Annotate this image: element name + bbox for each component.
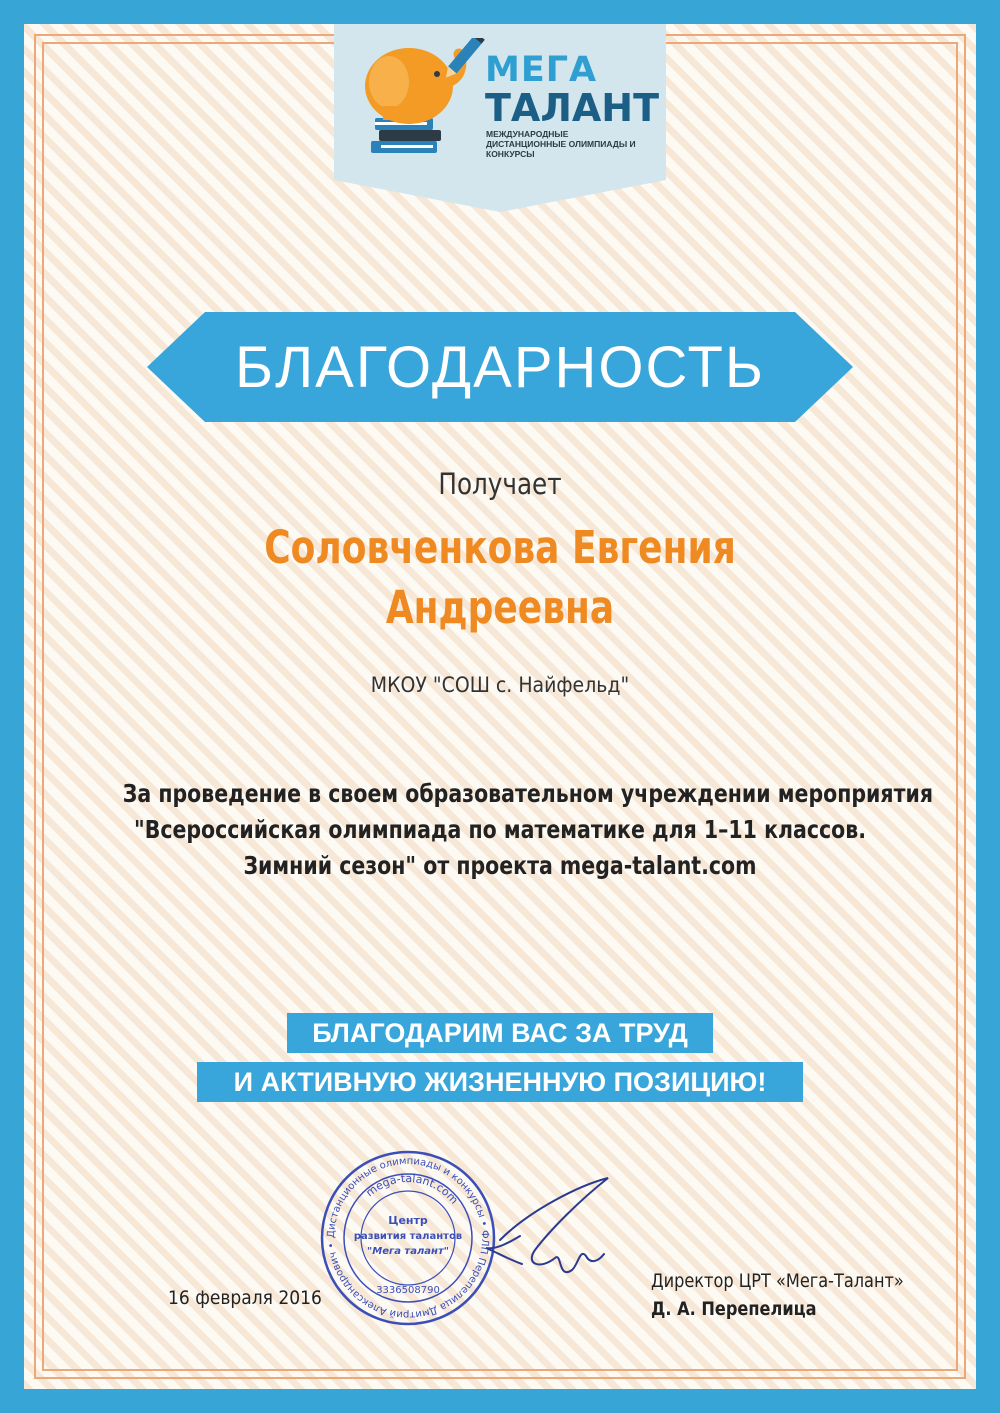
director-title: Директор ЦРТ «Мега-Талант» bbox=[651, 1270, 904, 1292]
stamp-center-line1: Центр bbox=[388, 1214, 428, 1227]
director-signature bbox=[480, 1170, 630, 1300]
reason-line: Зимний сезон" от проекта mega-talant.com bbox=[243, 851, 757, 880]
reason-line: "Всероссийская олимпиада по математике для 1–11 классов. bbox=[134, 815, 866, 844]
stamp-url: mega-talant.com bbox=[363, 1171, 461, 1207]
school-name: МКОУ "СОШ с. Найфельд" bbox=[370, 673, 630, 697]
stamp-outer-text: Дистанционные олимпиады и конкурсы • ФЛП Перепелица Дмитрий Александрович • bbox=[325, 1155, 491, 1321]
recipient-name bbox=[100, 518, 900, 638]
elephant-with-pencil-on-books-icon bbox=[355, 38, 485, 156]
director-name: Д. А. Перепелица bbox=[651, 1298, 817, 1320]
logo-tagline: МЕЖДУНАРОДНЫЕ ДИСТАНЦИОННЫЕ ОЛИМПИАДЫ И КОНКУРСЫ bbox=[486, 129, 636, 159]
stamp-center-line3: "Мега талант" bbox=[367, 1246, 449, 1257]
logo-name-line2: ТАЛАНТ bbox=[485, 86, 660, 130]
certificate-title: БЛАГОДАРНОСТЬ bbox=[235, 335, 765, 400]
reason-text bbox=[122, 776, 933, 884]
reason-line: За проведение в своем образовательном учреждении мероприятия bbox=[122, 779, 933, 808]
stamp-number: 3336508790 bbox=[376, 1285, 440, 1296]
receives-label: Получает bbox=[438, 467, 562, 501]
issue-date: 16 февраля 2016 bbox=[168, 1287, 322, 1309]
recipient-name-line2: Андреевна bbox=[385, 581, 615, 634]
logo-name-line1: МЕГА bbox=[485, 50, 598, 90]
official-stamp bbox=[318, 1148, 498, 1328]
recipient-name-line1: Соловченкова Евгения bbox=[264, 521, 736, 574]
stamp-center-line2: развития талантов bbox=[353, 1231, 463, 1242]
thanks-banner-line1: БЛАГОДАРИМ ВАС ЗА ТРУД bbox=[287, 1013, 713, 1053]
thanks-banner-line2: И АКТИВНУЮ ЖИЗНЕННУЮ ПОЗИЦИЮ! bbox=[197, 1062, 803, 1102]
